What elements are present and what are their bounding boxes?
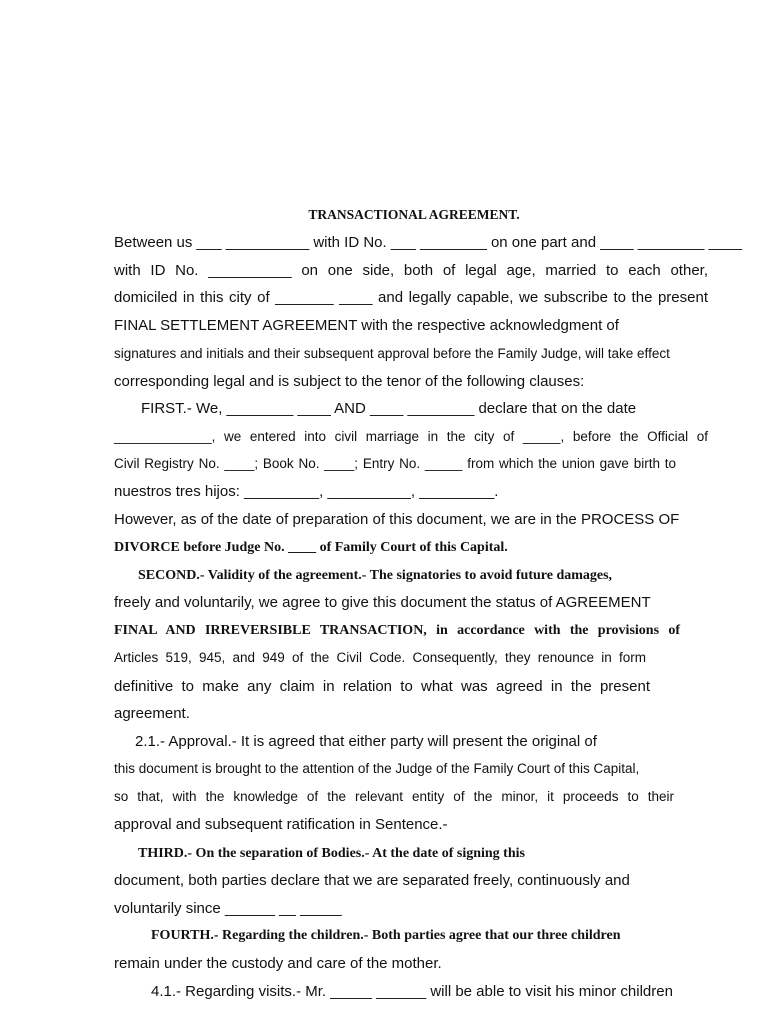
text-line: 4.1.- Regarding visits.- Mr. _____ ______ will be able to visit his minor children bbox=[151, 983, 673, 1000]
text-line: Civil Registry No. ____; Book No. ____; Entry No. _____ from which the union gave birth to bbox=[114, 456, 676, 471]
text-line: agreement. bbox=[114, 705, 190, 722]
text-line: so that, with the knowledge of the relevant entity of the minor, it proceeds to their bbox=[114, 789, 674, 804]
document-title: TRANSACTIONAL AGREEMENT. bbox=[308, 207, 520, 222]
text-line: with ID No. __________ on one side, both of legal age, married to each other, bbox=[114, 262, 708, 279]
text-line: remain under the custody and care of the mother. bbox=[114, 955, 442, 972]
text-line: voluntarily since ______ __ _____ bbox=[114, 900, 342, 917]
text-line: freely and voluntarily, we agree to give this document the status of AGREEMENT bbox=[114, 594, 651, 611]
text-line: FINAL SETTLEMENT AGREEMENT with the respective acknowledgment of bbox=[114, 317, 619, 334]
text-line: DIVORCE before Judge No. ____ of Family Court of this Capital. bbox=[114, 540, 508, 555]
text-line: FOURTH.- Regarding the children.- Both parties agree that our three children bbox=[151, 928, 621, 943]
text-line: signatures and initials and their subsequent approval before the Family Judge, will take effect bbox=[114, 346, 670, 361]
text-line: _____________, we entered into civil marriage in the city of _____, before the Official of bbox=[114, 429, 708, 444]
text-line: definitive to make any claim in relation to what was agreed in the present bbox=[114, 678, 650, 695]
text-line: 2.1.- Approval.- It is agreed that either party will present the original of bbox=[135, 733, 597, 750]
text-line: THIRD.- On the separation of Bodies.- At the date of signing this bbox=[138, 846, 525, 861]
text-line: nuestros tres hijos: _________, __________, _________. bbox=[114, 483, 499, 500]
text-line: document, both parties declare that we are separated freely, continuously and bbox=[114, 872, 630, 889]
text-line: Between us ___ __________ with ID No. ___ ________ on one part and ____ ________ ____ bbox=[114, 234, 743, 251]
text-line: FINAL AND IRREVERSIBLE TRANSACTION, in accordance with the provisions of bbox=[114, 623, 680, 638]
text-line: SECOND.- Validity of the agreement.- The signatories to avoid future damages, bbox=[138, 568, 613, 583]
text-line: this document is brought to the attention of the Judge of the Family Court of this Capital, bbox=[114, 761, 640, 776]
text-line: corresponding legal and is subject to the tenor of the following clauses: bbox=[114, 373, 585, 390]
text-line: Articles 519, 945, and 949 of the Civil Code. Consequently, they renounce in form bbox=[114, 650, 646, 665]
text-line: domiciled in this city of _______ ____ and legally capable, we subscribe to the present bbox=[114, 289, 708, 306]
text-line: approval and subsequent ratification in Sentence.- bbox=[114, 816, 448, 833]
text-line: However, as of the date of preparation of this document, we are in the PROCESS OF bbox=[114, 511, 680, 528]
text-line: FIRST.- We, ________ ____ AND ____ ________ declare that on the date bbox=[141, 400, 637, 417]
